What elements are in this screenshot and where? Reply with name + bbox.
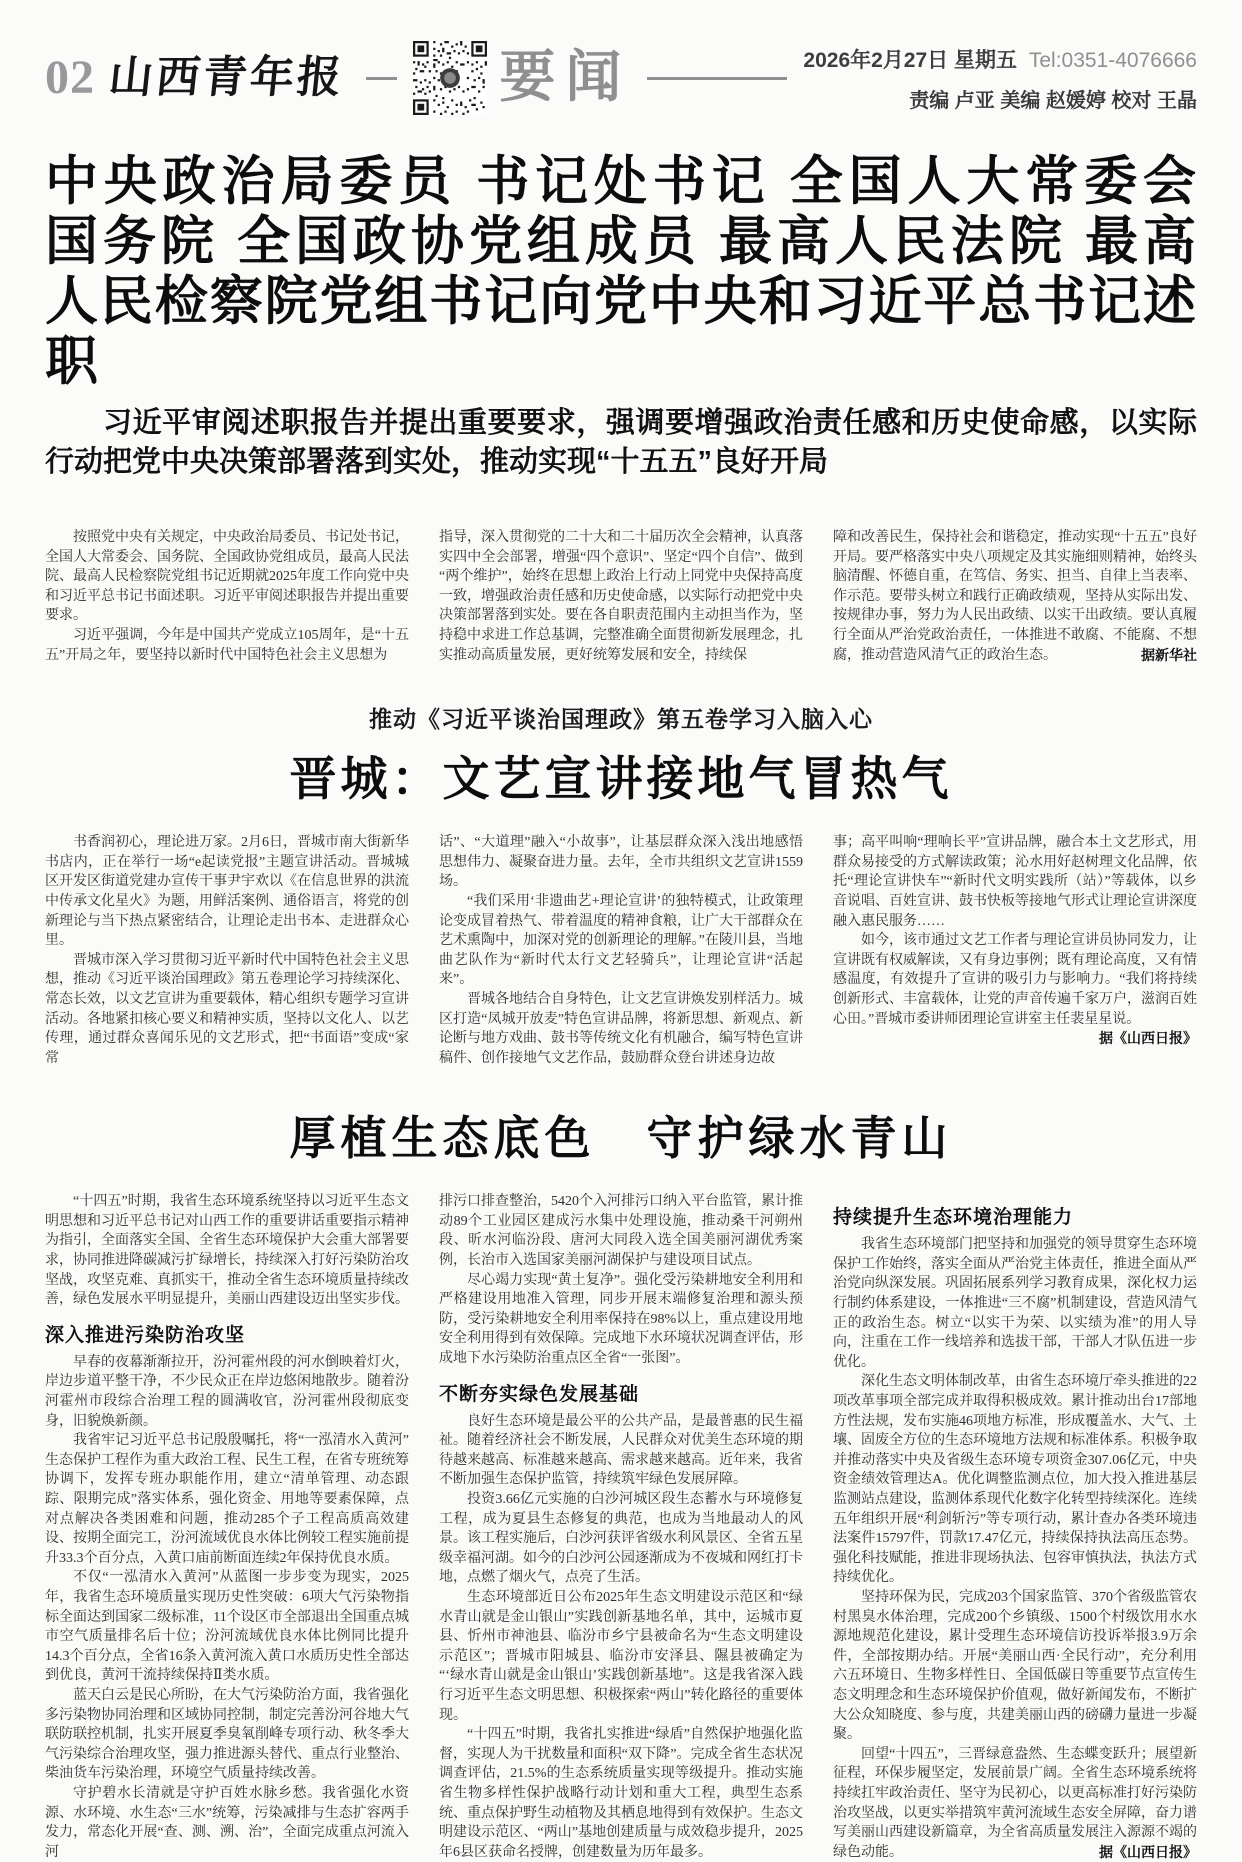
paragraph: “十四五”时期，我省生态环境系统坚持以习近平生态文明思想和习近平总书记对山西工作的重要讲话重要指示精神为指引，全面落实全国、全省生态环境保护大会重大部署要求，协同推进降碳减污扩绿增长，持续深入打好污染防治攻坚战，攻坚克难、真抓实干，推动全省生态环境质量持续改善，绿色发展水平明显提升，美丽山西建设迈出坚实步伐。 [45, 1194, 409, 1308]
header-rule-left [366, 77, 397, 80]
article-2 [45, 701, 1197, 1068]
attribution-shanxi-daily: 据《山西日报》 [1099, 1843, 1197, 1860]
paragraph [833, 1745, 1197, 1862]
paragraph-text: 如今，该市通过文艺工作者与理论宣讲员协同发力，让宣讲既有权威解读，又有身边事例；既有理论高度，又有情感温度，有效提升了宣讲的吸引力与影响力。“我们将持续创新形式、丰富载体，让党的声音传遍千家万户，滋润百姓心田。”晋城市委讲师团理论宣讲室主任裴星星说。 [833, 933, 1197, 1027]
page-number: 02 [45, 51, 95, 104]
paragraph: 良好生态环境是最公平的公共产品，是最普惠的民生福祉。随着经济社会不断发展，人民群众对优美生态环境的期待越来越高、标准越来越高、需求越来越高。近年来，我省不断加强生态保护监管，持续筑牢绿色发展屏障。 [439, 1413, 803, 1488]
paragraph: 晋城市深入学习贯彻习近平新时代中国特色社会主义思想，推动《习近平谈治国理政》第五卷理论学习持续深化、常态长效，以文艺宣讲为重要载体，精心组织专题学习宣讲活动。各地紧扣核心要义和精神实质，坚持以文化人、以艺传理，通过群众喜闻乐见的文艺形式，把“书面语”变成“家常 [45, 952, 409, 1066]
article-1-column-1 [45, 528, 409, 665]
paragraph: 我省牢记习近平总书记殷殷嘱托，将“一泓清水入黄河”生态保护工程作为重大政治工程、民生工程，在省专班统筹协调下，发挥专班办职能作用，建立“清单管理、动态跟踪、限期完成”落实体系，强化资金、用地等要素保障，点对点解决各类困难和问题，推动285个子工程高质高效建设、按期全面完工，汾河流域优良水体比例较工程实施前提升33.3个百分点，入黄口庙前断面连续2年保持优良水质。 [45, 1433, 409, 1566]
headline-line: 人民检察院党组书记向党中央和习近平总书记述职 [45, 273, 1197, 391]
article-2-column-3 [833, 833, 1197, 1068]
paragraph: 尽心竭力实现“黄土复净”。强化受污染耕地安全利用和严格建设用地准入管理，同步开展末端修复治理和源头预防，受污染耕地安全利用率保持在98%以上，重点建设用地安全利用得到有效保障。完成地下水环境状况调查评估，形成地下水污染防治重点区全省“一张图”。 [439, 1272, 803, 1367]
staff-credits: 责编 卢亚 美编 赵媛婷 校对 王晶 [909, 89, 1197, 112]
article-1-headline [45, 152, 1197, 392]
article-3-column-2 [439, 1192, 803, 1862]
attribution-shanxi-daily: 据《山西日报》 [1099, 1030, 1197, 1047]
paragraph: 习近平强调，今年是中国共产党成立105周年，是“十五五”开局之年，要坚持以新时代中国特色社会主义思想为 [45, 627, 409, 663]
section-label: 要闻 [499, 47, 632, 109]
article-2-column-2 [439, 833, 803, 1068]
article-2-headline: 晋城：文艺宣讲接地气冒热气 [289, 754, 953, 807]
paragraph: “十四五”时期，我省扎实推进“绿盾”自然保护地强化监督，实现人为干扰数量和面积“双下降”。完成全省生态状况调查评估，21.5%的生态系统质量实现等级提升。推动实施省生物多样性保护战略行动计划和重大工程，典型生态系统、重点保护野生动植物及其栖息地得到有效保护。生态文明建设示范区、“两山”基地创建质量与成效稳步提升，2025年6县区获命名授牌，创建数量为历年最多。 [439, 1727, 803, 1860]
article-2-kicker: 推动《习近平谈治国理政》第五卷学习入脑入心 [369, 707, 873, 733]
paragraph: 投资3.66亿元实施的白沙河城区段生态蓄水与环境修复工程，成为夏县生态修复的典范，也成为当地最动人的风景。该工程实施后，白沙河获评省级水利风景区、全省五星级幸福河湖。如今的白沙河公园逐渐成为不夜城和网红打卡地，点燃了烟火气，点亮了生活。 [439, 1492, 803, 1586]
paragraph: 深化生态文明体制改革，由省生态环境厅牵头推进的22项改革事项全部完成并取得积极成效。累计推动出台17部地方性法规，发布实施46项地方标准，形成覆盖水、大气、土壤、固废全方位的生态环境地方法规和标准体系。积极争取并推动落实中央及省级生态环境专项资金307.06亿元，中央资金绩效管理达A。优化调整监测点位，加大投入推进基层监测站点建设，监测体系现代化数字化转型持续深化。连续五年组织开展“利剑斩污”等专项行动，累计查办各类环境违法案件15797件，罚款17.47亿元，持续保持执法高压态势。强化科技赋能，推进非现场执法、包容审慎执法，执法方式持续优化。 [833, 1374, 1197, 1586]
article-3-headline: 厚植生态底色 守护绿水青山 [289, 1113, 953, 1165]
paragraph: 蓝天白云是民心所盼，在大气污染防治方面，我省强化多污染物协同治理和区域协同控制，制定完善汾河谷地大气联防联控机制，扎实开展夏季臭氧削峰专项行动、秋冬季大气污染综合治理攻坚，强力推进源头替代、重点行业整治、柴油货车污染治理，环境空气质量持续改善。 [45, 1687, 409, 1782]
paragraph: 话”、“大道理”融入“小故事”，让基层群众深入浅出地感悟思想伟力、凝聚奋进力量。去年，全市共组织文艺宣讲1559场。 [439, 835, 803, 890]
article-1-column-3 [833, 528, 1197, 665]
paragraph: 排污口排查整治，5420个入河排污口纳入平台监管，累计推动89个工业园区建成污水集中处理设施，推动桑干河朔州段、昕水河临汾段、唐河大同段入选全国美丽河湖优秀案例，长治市入选国家美丽河湖保护与建设项目试点。 [439, 1194, 803, 1269]
paragraph: 坚持环保为民，完成203个国家监管、370个省级监管农村黑臭水体治理，完成200个乡镇级、1500个村级饮用水水源地规范化建设，累计受理生态环境信访投诉举报3.9万余件，全部按期办结。开展“美丽山西·全民行动”，充分利用六五环境日、生物多样性日、全国低碳日等重要节点宣传生态文明理念和生态环境保护价值观，做好新闻发布，不断扩大公众知晓度、参与度，共建美丽山西的磅礴力量进一步凝聚。 [833, 1589, 1197, 1743]
subhead-green-development: 不断夯实绿色发展基础 [439, 1383, 640, 1405]
paragraph: 晋城各地结合自身特色，让文艺宣讲焕发别样活力。城区打造“凤城开放麦”特色宣讲品牌，将新思想、新观点、新论断与地方戏曲、鼓书等传统文化有机融合，编写特色宣讲稿件、创作接地气文艺作品，鼓励群众登台讲述身边故 [439, 991, 803, 1066]
paper-logo: 山西青年报 [106, 53, 347, 102]
article-3 [45, 1102, 1197, 1862]
paragraph: 我省生态环境部门把坚持和加强党的领导贯穿生态环境保护工作始终，落实全面从严治党主体责任，推进全面从严治党向纵深发展。巩固拓展系列学习教育成果，深化权力运行制约体系建设，一体推进“三不腐”机制建设，营造风清气正的政治生态。树立“以实干为荣、以实绩为准”的用人导向，注重在工作一线培养和选拔干部，干部人才队伍进一步优化。 [833, 1237, 1197, 1370]
paragraph: 指导，深入贯彻党的二十大和二十届历次全会精神，认真落实四中全会部署，增强“四个意识”、坚定“四个自信”、做到“两个维护”，始终在思想上政治上行动上同党中央保持高度一致，增强政治责任感和历史使命感，以实际行动把党中央决策部署落到实处。要在各自职责范围内主动担当作为，坚持稳中求进工作总基调，完整准确全面贯彻新发展理念，扎实推动高质量发展，更好统筹发展和安全，持续保 [439, 530, 803, 663]
headline-line: 中央政治局委员 书记处书记 全国人大常委会 [45, 153, 1197, 211]
article-1-column-2 [439, 528, 803, 665]
header-rule-right [647, 77, 787, 80]
qr-code-icon [413, 41, 487, 115]
newspaper-page [45, 0, 1197, 1860]
subhead-governance-capacity: 持续提升生态环境治理能力 [833, 1207, 1074, 1229]
attribution-xinhua: 据新华社 [1141, 646, 1197, 663]
article-3-body [45, 1192, 1197, 1862]
paragraph: 生态环境部近日公布2025年生态文明建设示范区和“绿水青山就是金山银山”实践创新基地名单，其中，运城市夏县、忻州市神池县、临汾市乡宁县被命名为“生态文明建设示范区”；晋城市阳城县、临汾市安泽县、隰县被确定为“‘绿水青山就是金山银山’实践创新基地”。这是我省深入践行习近平生态文明思想、积极探索“两山”转化路径的重要体现。 [439, 1589, 803, 1723]
article-2-body [45, 833, 1197, 1068]
article-1 [45, 152, 1197, 665]
paragraph: 按照党中央有关规定，中央政治局委员、书记处书记，全国人大常委会、国务院、全国政协党组成员，最高人民法院、最高人民检察院党组书记近期就2025年度工作向党中央和习近平总书记书面述职。习近平审阅述职报告并提出重要要求。 [45, 530, 409, 624]
paragraph: “我们采用‘非遗曲艺+理论宣讲’的独特模式，让政策理论变成冒着热气、带着温度的精神食粮，让广大干部群众在艺术熏陶中，加深对党的创新理论的理解。”在陵川县，当地曲艺队作为“新时代太行文艺轻骑兵”，让理论宣讲“活起来”。 [439, 893, 803, 988]
paragraph: 事；高平叫响“理响长平”宣讲品牌，融合本土文艺形式，用群众易接受的方式解读政策；沁水用好赵树理文化品牌，依托“理论宣讲快车”“新时代文明实践所（站）”等载体，以乡音说唱、百姓宣讲、鼓书快板等接地气形式让理论宣讲深度融入惠民服务…… [833, 835, 1197, 929]
article-3-column-1 [45, 1192, 409, 1862]
paragraph: 不仅“一泓清水入黄河”从蓝图一步步变为现实，2025年，我省生态环境质量实现历史性突破：6项大气污染物指标全面达到国家二级标准，11个设区市全部退出全国重点城市空气质量排名后十位；汾河流域优良水体比例同比提升14.3个百分点，全省16条入黄河流入黄口水质历史性全部达到优良，黄河干流持续保持Ⅱ类水质。 [45, 1570, 409, 1684]
article-3-column-3 [833, 1192, 1197, 1862]
paragraph [833, 528, 1197, 665]
paragraph [833, 931, 1197, 1047]
article-2-column-1 [45, 833, 409, 1068]
paragraph: 书香润初心，理论进万家。2月6日，晋城市南大街新华书店内，正在举行一场“e起读党报”主题宣讲活动。晋城城区开发区街道党建办宣传干事尹宇欢以《在信息世界的洪流中传承文化星火》为题，用鲜活案例、通俗语言，将党的创新理论与当下热点紧密结合，让理论走出书本、走进群众心里。 [45, 835, 409, 949]
phone-text: Tel:0351-4076666 [1028, 48, 1197, 72]
page-header [45, 0, 1197, 122]
article-1-body [45, 528, 1197, 665]
subhead-pollution-control: 深入推进污染防治攻坚 [45, 1324, 246, 1346]
date-text: 2026年2月27日 星期五 [803, 48, 1017, 72]
headline-line: 国务院 全国政协党组成员 最高人民法院 最高 [45, 213, 1197, 271]
article-1-deck: 习近平审阅述职报告并提出重要要求，强调要增强政治责任感和历史使命感，以实际行动把党中央决策部署落到实处，推动实现“十五五”良好开局 [45, 407, 1197, 478]
paragraph: 早春的夜幕渐渐拉开，汾河霍州段的河水倒映着灯火，岸边步道平整干净，不少民众正在岸边悠闲地散步。随着汾河霍州市段综合治理工程的圆满收官，汾河霍州段彻底变身，旧貌焕新颜。 [45, 1354, 409, 1429]
paragraph: 守护碧水长清就是守护百姓水脉乡愁。我省强化水资源、水环境、水生态“三水”统筹，污染减排与生态扩容两手发力，常态化开展“查、测、溯、治”，全面完成重点河流入河 [45, 1785, 409, 1860]
paragraph-text: 障和改善民生，保持社会和谐稳定，推动实现“十五五”良好开局。要严格落实中央八项规定及其实施细则精神，始终头脑清醒、怀德自重，在笃信、务实、担当、自律上当表率、作示范。要带头树立和践行正确政绩观，坚持从实际出发、按规律办事，努力为人民出政绩、以实干出政绩。要认真履行全面从严治党政治责任，一体推进不敢腐、不能腐、不想腐，推动营造风清气正的政治生态。 [833, 530, 1197, 663]
paragraph-text: 回望“十四五”，三晋绿意盎然、生态蝶变跃升；展望新征程，环保步履坚定，发展前景广阔。全省生态环境系统将持续扛牢政治责任、坚守为民初心，以更高标准打好污染防治攻坚战，以更实举措筑牢黄河流域生态安全屏障，奋力谱写美丽山西建设新篇章，为全省高质量发展注入源源不竭的绿色动能。 [833, 1746, 1197, 1860]
header-meta [803, 44, 1197, 113]
